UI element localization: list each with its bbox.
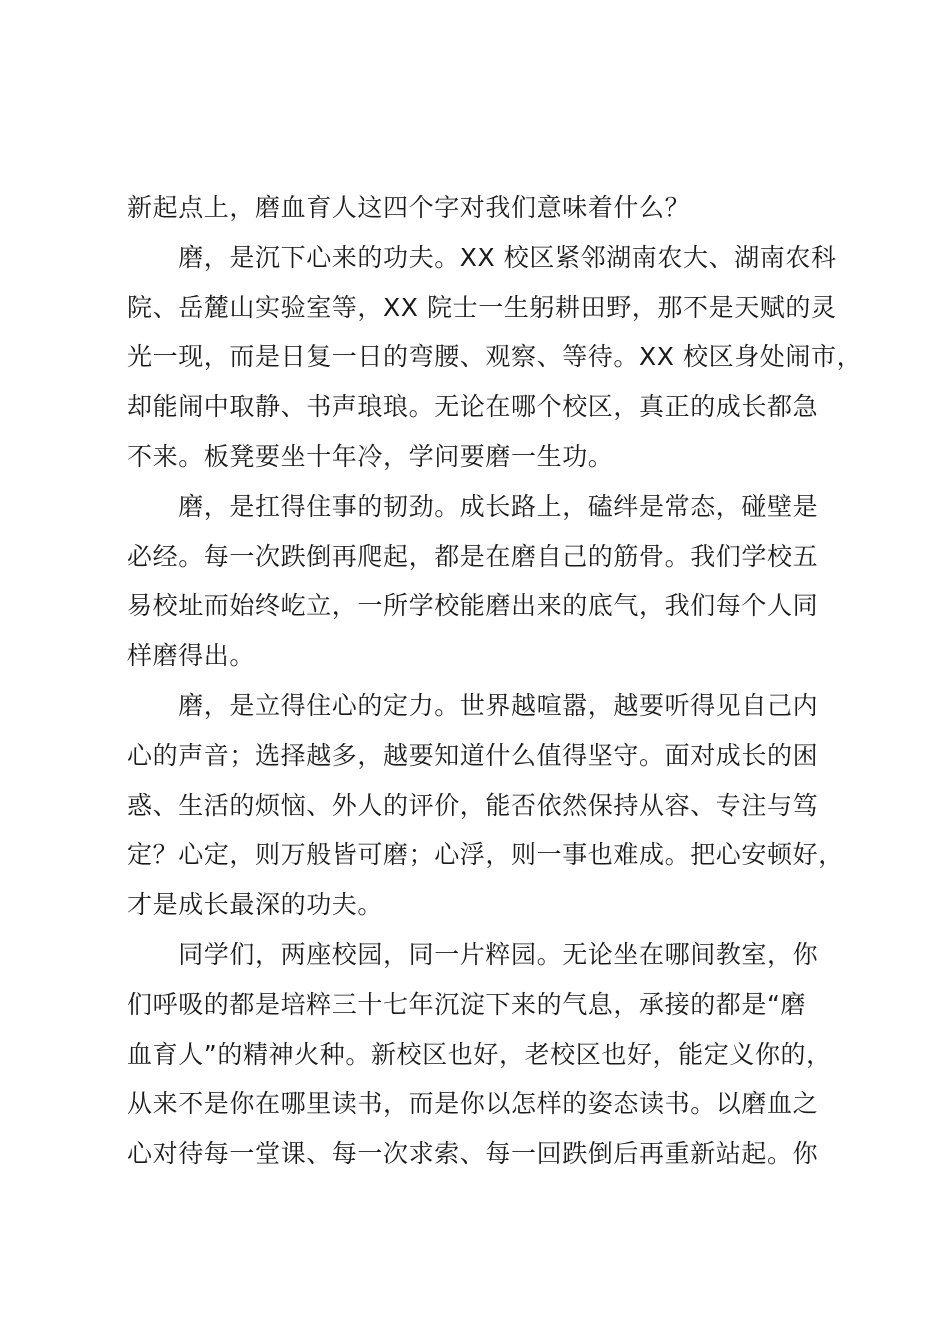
text-line: 才是成长最深的功夫。 bbox=[127, 890, 384, 920]
paragraph-3 bbox=[127, 482, 839, 681]
document-body bbox=[127, 183, 863, 1179]
text-line: 惑、生活的烦恼、外人的评价，能否依然保持从容、专注与笃 bbox=[127, 790, 819, 820]
text-line: 必经。每一次跌倒再爬起，都是在磨自己的筋骨。我们学校五 bbox=[127, 541, 819, 571]
text-line: 从来不是你在哪里读书，而是你以怎样的姿态读书。以磨血之 bbox=[127, 1089, 819, 1119]
paragraph-2 bbox=[127, 233, 863, 482]
text-line: 新起点上，磨血育人这四个字对我们意味着什么？ bbox=[127, 193, 691, 222]
text-line: 样磨得出。 bbox=[127, 641, 256, 671]
paragraph-4 bbox=[127, 681, 844, 930]
text-line: 同学们，两座校园，同一片粹园。无论坐在哪间教室，你 bbox=[127, 939, 819, 969]
text-line: 血育人”的精神火种。新校区也好，老校区也好，能定义你的， bbox=[127, 1039, 832, 1069]
text-line: 定？心定，则万般皆可磨；心浮，则一事也难成。把心安顿好， bbox=[127, 840, 844, 870]
text-line: 们呼吸的都是培粹三十七年沉淀下来的气息，承接的都是“磨 bbox=[127, 989, 807, 1019]
text-line: 易校址而始终屹立，一所学校能磨出来的底气，我们每个人同 bbox=[127, 591, 819, 621]
text-line: 却能闹中取静、书声琅琅。无论在哪个校区，真正的成长都急 bbox=[127, 392, 819, 422]
text-line: 心的声音；选择越多，越要知道什么值得坚守。面对成长的困 bbox=[127, 740, 819, 770]
text-line: 光一现，而是日复一日的弯腰、观察、等待。XX 校区身处闹市， bbox=[127, 342, 863, 372]
text-line: 心对待每一堂课、每一次求索、每一回跌倒后再重新站起。你 bbox=[127, 1139, 819, 1169]
text-line: 磨，是立得住心的定力。世界越喧嚣，越要听得见自己内 bbox=[127, 690, 819, 720]
paragraph-5 bbox=[127, 930, 839, 1179]
text-line: 磨，是沉下心来的功夫。XX 校区紧邻湖南农大、湖南农科 bbox=[127, 242, 837, 272]
text-line: 院、岳麓山实验室等，XX 院士一生躬耕田野，那不是天赋的灵 bbox=[127, 292, 837, 322]
text-line: 不来。板凳要坐十年冷，学问要磨一生功。 bbox=[127, 441, 614, 471]
text-line: 磨，是扛得住事的韧劲。成长路上，磕绊是常态，碰壁是 bbox=[127, 491, 819, 521]
paragraph-1 bbox=[127, 183, 839, 233]
